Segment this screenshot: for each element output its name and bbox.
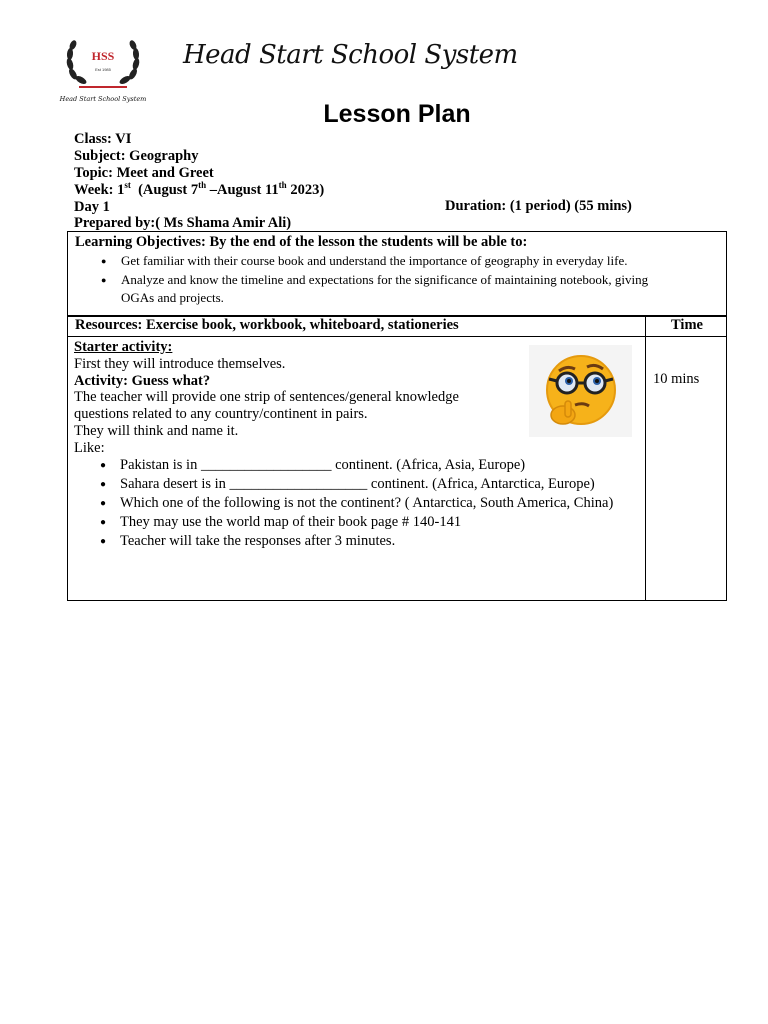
- activity-line: Like:: [74, 439, 105, 456]
- list-item: ● Which one of the following is not the continent? ( Antarctica, South America, China): [74, 494, 620, 513]
- list-item: ● Teacher will take the responses after 3 minutes.: [74, 532, 639, 551]
- logo-caption: Head Start School System: [59, 95, 147, 103]
- list-item: ● They may use the world map of their book page # 140-141: [74, 513, 639, 532]
- logo-text: HSS: [91, 49, 115, 63]
- activity-heading: Activity: Guess what?: [74, 372, 211, 389]
- time-column-header: Time: [671, 317, 703, 333]
- duration-line: Duration: (1 period) (55 mins): [445, 198, 632, 214]
- activity-line: questions related to any country/continent in pairs.: [74, 406, 368, 423]
- school-logo: [55, 34, 151, 106]
- prepared-by-line: Prepared by:( Ms Shama Amir Ali): [74, 215, 292, 231]
- activity-row: [67, 336, 727, 601]
- objectives-heading: Learning Objectives: By the end of the lesson the students will be able to:: [75, 234, 528, 250]
- topic-line: Topic: Meet and Greet: [74, 165, 214, 181]
- objectives-section: [67, 231, 727, 317]
- page-title: Lesson Plan: [323, 100, 471, 128]
- activity-line: First they will introduce themselves.: [74, 355, 286, 372]
- question-list: [74, 456, 639, 551]
- activity-text: [74, 339, 459, 457]
- week-line: Week: 1st (August 7th –August 11th 2023): [74, 180, 325, 198]
- column-divider: [645, 337, 646, 600]
- list-item: ● Pakistan is in __________________ continent. (Africa, Asia, Europe): [74, 456, 639, 475]
- subject-line: Subject: Geography: [74, 148, 199, 164]
- activity-time: 10 mins: [653, 371, 700, 387]
- logo-est: Est 1985: [95, 67, 111, 72]
- resources-row: [67, 315, 727, 337]
- list-item: ● Sahara desert is in ___________________ continent. (Africa, Antarctica, Europe): [74, 475, 639, 494]
- day-line: Day 1: [74, 199, 110, 215]
- activity-line: The teacher will provide one strip of sentences/general knowledge: [74, 389, 459, 406]
- resources-text: Resources: Exercise book, workbook, whiteboard, stationeries: [75, 317, 459, 333]
- school-name: Head Start School System: [183, 40, 518, 70]
- starter-heading: Starter activity:: [74, 339, 173, 355]
- thinking-face-with-glasses-icon: [529, 345, 632, 437]
- class-line: Class: VI: [74, 131, 132, 147]
- objective-item: ● Get familiar with their course book and understand the importance of geography in everyday life.: [75, 252, 726, 270]
- activity-line: They will think and name it.: [74, 422, 239, 439]
- objective-item: ● Analyze and know the timeline and expectations for the significance of maintaining notebook, giving OGAs and projects.: [75, 271, 681, 307]
